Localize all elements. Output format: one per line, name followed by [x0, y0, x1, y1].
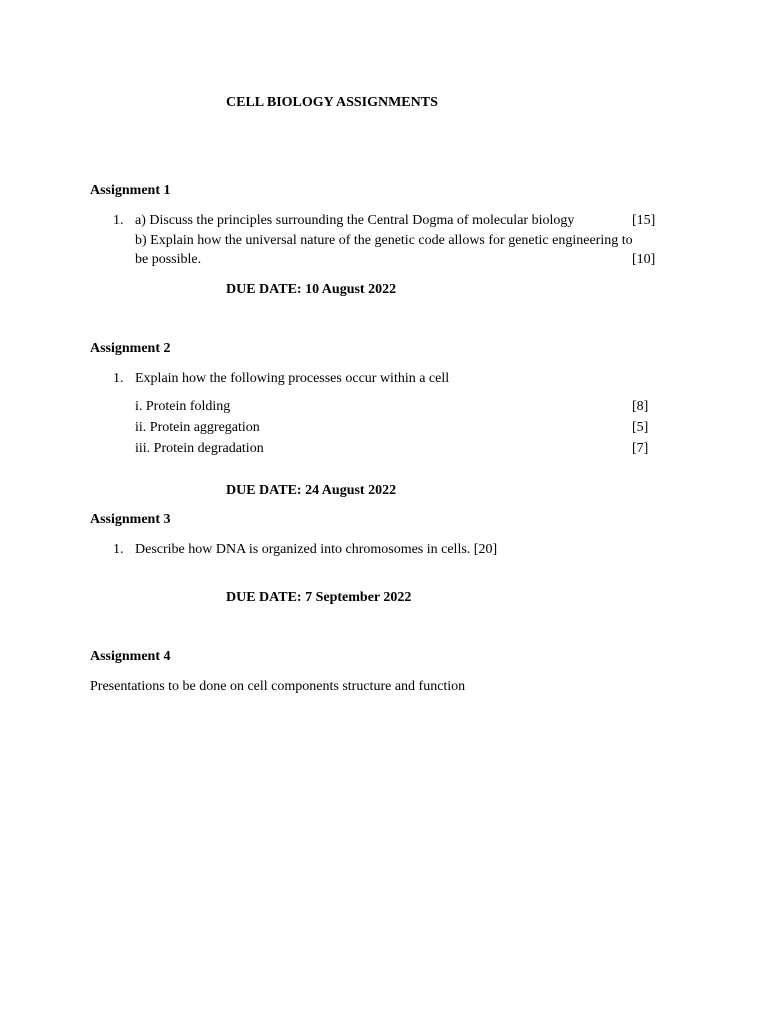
assignment-2-due-date: DUE DATE: 24 August 2022: [226, 483, 397, 498]
assignment-2-heading: Assignment 2: [90, 341, 171, 356]
assignment-1-question-a: a) Discuss the principles surrounding the Central Dogma of molecular biology: [135, 213, 575, 228]
assignment-2-item-2-mark: [5]: [632, 420, 649, 435]
assignment-1-heading: Assignment 1: [90, 183, 171, 198]
assignment-1-mark-b: [10]: [632, 252, 656, 267]
assignment-2-item-1: i. Protein folding: [135, 399, 231, 414]
assignment-2-item-1-mark: [8]: [632, 399, 649, 414]
assignment-2-question: Explain how the following processes occur within a cell: [135, 371, 450, 386]
assignment-3-question: Describe how DNA is organized into chromosomes in cells. [20]: [135, 542, 498, 557]
assignment-1-mark-a: [15]: [632, 213, 656, 228]
assignment-3-due-date: DUE DATE: 7 September 2022: [226, 590, 412, 605]
assignment-1-number: 1.: [113, 213, 124, 228]
assignment-1-question-b-line1: b) Explain how the universal nature of the genetic code allows for genetic engineering to: [135, 233, 633, 248]
assignment-2-item-3: iii. Protein degradation: [135, 441, 264, 456]
assignment-2-number: 1.: [113, 371, 124, 386]
assignment-2-item-2: ii. Protein aggregation: [135, 420, 260, 435]
assignment-3-number: 1.: [113, 542, 124, 557]
assignment-2-item-3-mark: [7]: [632, 441, 649, 456]
assignment-4-text: Presentations to be done on cell components structure and function: [90, 679, 466, 694]
assignment-1-question-b-line2: be possible.: [135, 252, 202, 267]
document-title: CELL BIOLOGY ASSIGNMENTS: [226, 95, 438, 110]
assignment-1-due-date: DUE DATE: 10 August 2022: [226, 282, 397, 297]
assignment-3-heading: Assignment 3: [90, 512, 171, 527]
assignment-4-heading: Assignment 4: [90, 649, 171, 664]
